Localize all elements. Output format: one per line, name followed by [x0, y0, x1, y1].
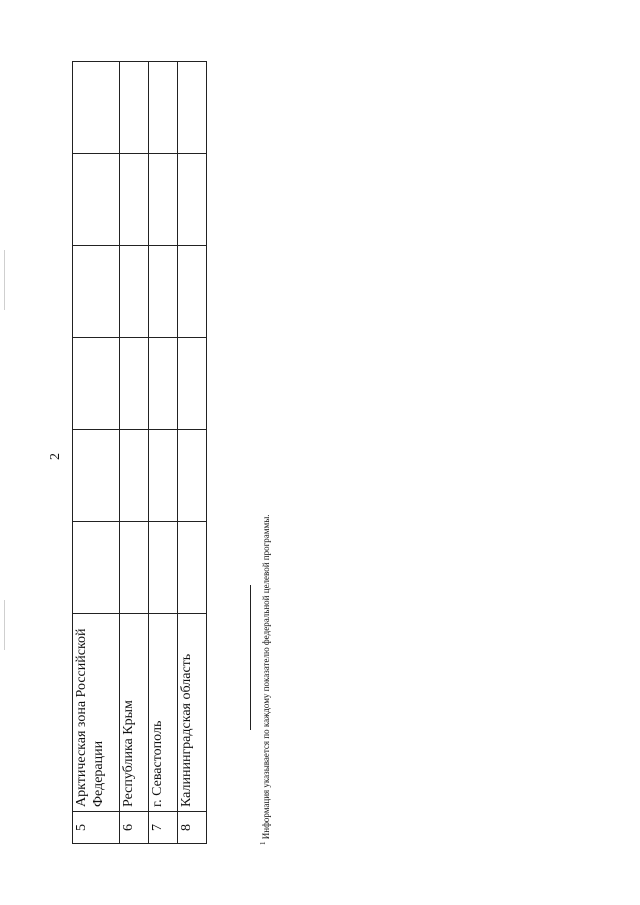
empty-cell — [178, 430, 207, 522]
row-number-cell: 6 — [120, 812, 149, 844]
empty-cell — [178, 522, 207, 614]
empty-cell — [149, 62, 178, 154]
footnote — [259, 515, 271, 846]
table-row — [149, 62, 178, 844]
empty-cell — [73, 62, 120, 154]
footnote-marker: 1 — [259, 841, 267, 845]
empty-cell — [120, 154, 149, 246]
empty-cell — [149, 246, 178, 338]
empty-cell — [149, 430, 178, 522]
table-row — [120, 62, 149, 844]
empty-cell — [178, 338, 207, 430]
empty-cell — [73, 522, 120, 614]
footnote-separator — [250, 585, 251, 730]
empty-cell — [120, 246, 149, 338]
empty-cell — [149, 522, 178, 614]
data-table — [72, 61, 207, 844]
row-number-cell: 8 — [178, 812, 207, 844]
table-row — [73, 62, 120, 844]
empty-cell — [73, 154, 120, 246]
empty-cell — [120, 430, 149, 522]
empty-cell — [73, 338, 120, 430]
empty-cell — [178, 154, 207, 246]
empty-cell — [120, 522, 149, 614]
row-number-cell: 7 — [149, 812, 178, 844]
row-number-cell: 5 — [73, 812, 120, 844]
empty-cell — [73, 430, 120, 522]
footnote-text: Информация указывается по каждому показателю федеральной целевой программы. — [261, 514, 271, 840]
region-name-cell: г. Севастополь — [149, 614, 178, 812]
empty-cell — [149, 154, 178, 246]
empty-cell — [178, 246, 207, 338]
region-name-cell: Арктическая зона Российской Федерации — [73, 614, 120, 812]
empty-cell — [120, 62, 149, 154]
empty-cell — [73, 246, 120, 338]
empty-cell — [178, 62, 207, 154]
region-name-cell: Республика Крым — [120, 614, 149, 812]
region-name-cell: Калининградская область — [178, 614, 207, 812]
page-number: 2 — [48, 453, 63, 460]
table-row — [178, 62, 207, 844]
empty-cell — [149, 338, 178, 430]
empty-cell — [120, 338, 149, 430]
